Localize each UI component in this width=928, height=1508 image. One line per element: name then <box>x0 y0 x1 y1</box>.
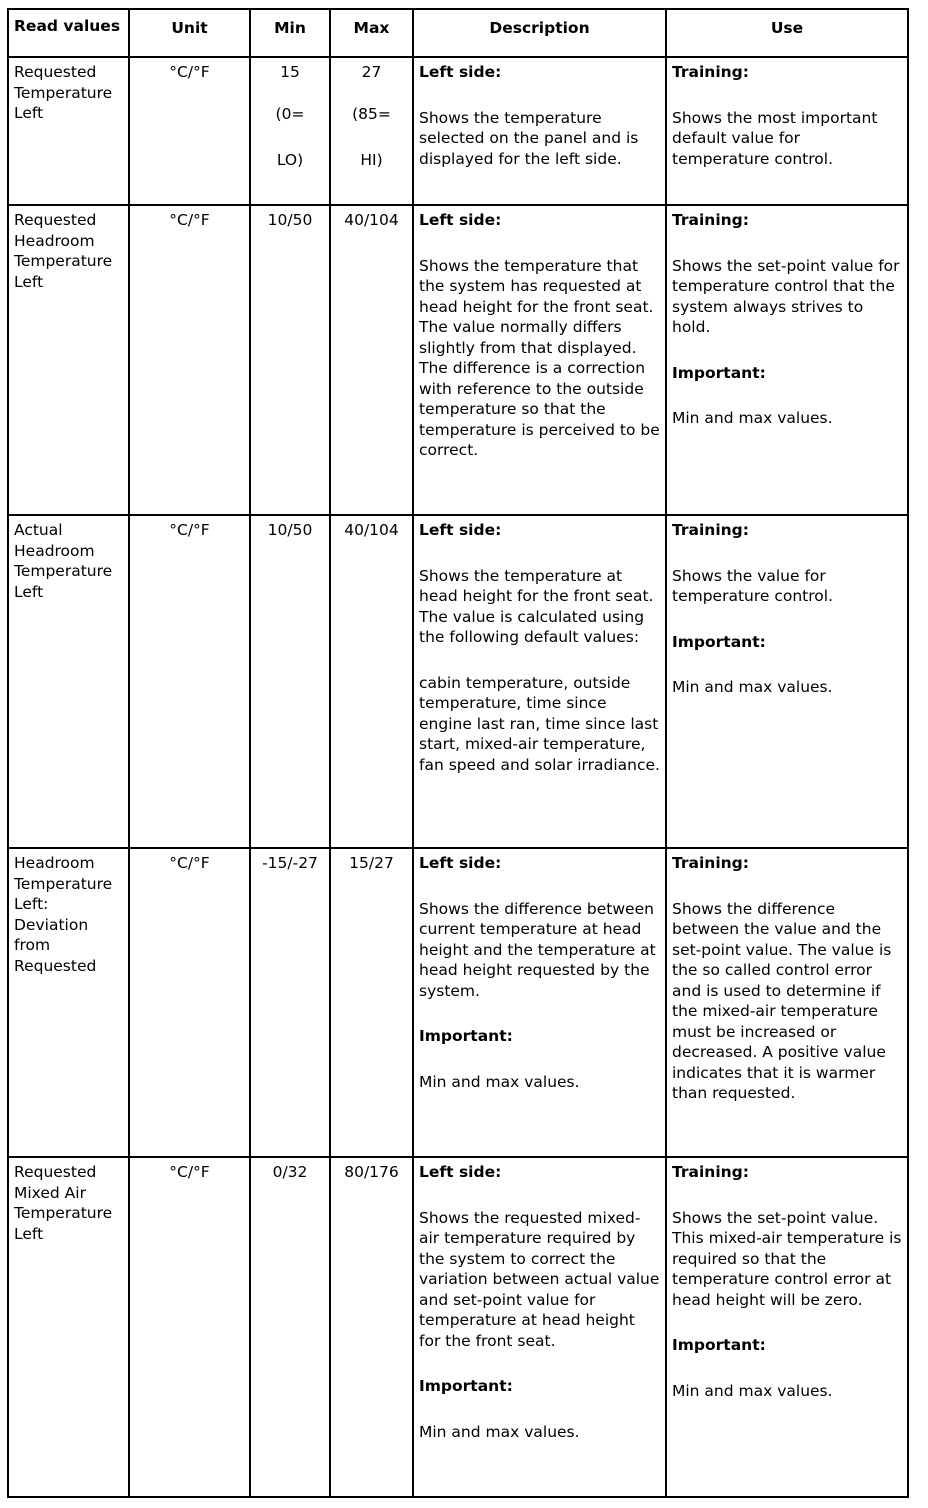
description-heading: Important: <box>419 1027 513 1045</box>
row-description <box>413 205 666 515</box>
row-min: -15/-27 <box>250 848 330 1157</box>
row-max-part: (85= <box>352 104 391 123</box>
row-min-part: (0= <box>275 104 305 123</box>
use-text: Shows the most important default value for temperature control. <box>672 108 878 168</box>
paragraph-gap <box>419 1397 660 1422</box>
paragraph-gap <box>672 1356 902 1381</box>
row-unit: °C/°F <box>129 57 250 205</box>
row-use <box>666 515 908 848</box>
paragraph-gap <box>419 874 660 899</box>
paragraph-gap <box>672 231 902 256</box>
row-unit: °C/°F <box>129 848 250 1157</box>
row-description <box>413 57 666 205</box>
description-text: Shows the temperature at head height for the front seat. The value is calculated using the following default values: <box>419 566 654 646</box>
paragraph-gap <box>672 83 902 108</box>
use-heading: Important: <box>672 1336 766 1354</box>
row-name: Requested Mixed Air Temperature Left <box>8 1157 129 1497</box>
description-heading: Left side: <box>419 521 502 539</box>
description-heading: Left side: <box>419 1163 502 1181</box>
use-heading: Training: <box>672 63 749 81</box>
paragraph-gap <box>672 541 902 566</box>
row-max: 15/27 <box>330 848 413 1157</box>
paragraph-gap <box>672 607 902 632</box>
description-text: Min and max values. <box>419 1422 580 1441</box>
use-text: Min and max values. <box>672 409 833 427</box>
paragraph-gap <box>672 338 902 363</box>
header-use: Use <box>666 9 908 57</box>
row-description <box>413 515 666 848</box>
table-row <box>8 515 908 848</box>
row-max: 40/104 <box>330 515 413 848</box>
row-name: Actual Headroom Temperature Left <box>8 515 129 848</box>
row-use <box>666 205 908 515</box>
use-text: Shows the set-point value. This mixed-air temperature is required so that the temperature control error at head height will be zero. <box>672 1208 902 1309</box>
paragraph-gap <box>672 652 902 677</box>
header-description: Description <box>413 9 666 57</box>
row-max: 80/176 <box>330 1157 413 1497</box>
use-text: Shows the set-point value for temperature control that the system always strives to hold. <box>672 256 900 336</box>
read-values-table <box>7 8 909 1498</box>
row-max: 40/104 <box>330 205 413 515</box>
row-name: Requested Headroom Temperature Left <box>8 205 129 515</box>
description-text: Shows the temperature selected on the panel and is displayed for the left side. <box>419 108 639 168</box>
description-heading: Left side: <box>419 211 502 229</box>
paragraph-gap <box>419 648 660 673</box>
row-use <box>666 848 908 1157</box>
row-name: Requested Temperature Left <box>8 57 129 205</box>
description-text: Min and max values. <box>419 1072 580 1091</box>
paragraph-gap <box>419 541 660 566</box>
use-text: Shows the difference between the value and the set-point value. The value is the so called control error and is used to determine if the mixed-air temperature must be increased or decreased. A positive value indicates that it is warmer than requested. <box>672 899 892 1102</box>
row-unit: °C/°F <box>129 515 250 848</box>
description-text: Shows the requested mixed-air temperature required by the system to correct the variation between actual value and set-point value for temperature at head height for the front seat. <box>419 1208 660 1350</box>
description-heading: Left side: <box>419 854 502 872</box>
table-row <box>8 57 908 205</box>
paragraph-gap <box>419 1001 660 1026</box>
row-description <box>413 1157 666 1497</box>
paragraph-gap <box>419 1183 660 1208</box>
description-text: Shows the difference between current temperature at head height and the temperature at head height requested by the system. <box>419 899 656 1000</box>
row-max <box>330 57 413 205</box>
paragraph-gap <box>419 231 660 256</box>
use-text: Min and max values. <box>672 678 833 696</box>
row-min: 0/32 <box>250 1157 330 1497</box>
header-read-values: Read values <box>8 9 129 57</box>
table-row <box>8 205 908 515</box>
use-heading: Important: <box>672 632 766 651</box>
paragraph-gap <box>672 1183 902 1208</box>
row-use <box>666 57 908 205</box>
table-row <box>8 1157 908 1497</box>
paragraph-gap <box>419 1351 660 1376</box>
use-heading: Training: <box>672 521 749 539</box>
paragraph-gap <box>672 874 902 899</box>
row-max-part: HI) <box>360 150 383 169</box>
header-max: Max <box>330 9 413 57</box>
description-text: cabin temperature, outside temperature, time since engine last ran, time since last start, mixed-air temperature, fan speed and solar irradiance. <box>419 673 660 774</box>
use-text: Min and max values. <box>672 1381 833 1400</box>
use-heading: Important: <box>672 363 766 382</box>
row-use <box>666 1157 908 1497</box>
paragraph-gap <box>672 1310 902 1335</box>
use-heading: Training: <box>672 854 749 872</box>
row-max-part: 27 <box>361 63 382 81</box>
description-heading: Important: <box>419 1377 513 1395</box>
description-heading: Left side: <box>419 63 502 81</box>
table-header-row <box>8 9 908 57</box>
use-heading: Training: <box>672 211 749 229</box>
row-min-part: 15 <box>280 63 300 81</box>
row-description <box>413 848 666 1157</box>
paragraph-gap <box>672 383 902 408</box>
row-min-part: LO) <box>276 150 304 169</box>
row-min: 10/50 <box>250 515 330 848</box>
header-min: Min <box>250 9 330 57</box>
row-unit: °C/°F <box>129 1157 250 1497</box>
header-unit: Unit <box>129 9 250 57</box>
row-min: 10/50 <box>250 205 330 515</box>
row-unit: °C/°F <box>129 205 250 515</box>
row-name: Headroom Temperature Left: Deviation from Requested <box>8 848 129 1157</box>
row-min <box>250 57 330 205</box>
paragraph-gap <box>419 83 660 108</box>
paragraph-gap <box>419 1047 660 1072</box>
description-text: Shows the temperature that the system has requested at head height for the front seat. The value normally differs slightly from that displayed. The difference is a correction with reference to the outside temperature so that the temperature is perceived to be correct. <box>419 256 660 459</box>
use-text: Shows the value for temperature control. <box>672 566 834 605</box>
table-row <box>8 848 908 1157</box>
use-heading: Training: <box>672 1163 749 1181</box>
